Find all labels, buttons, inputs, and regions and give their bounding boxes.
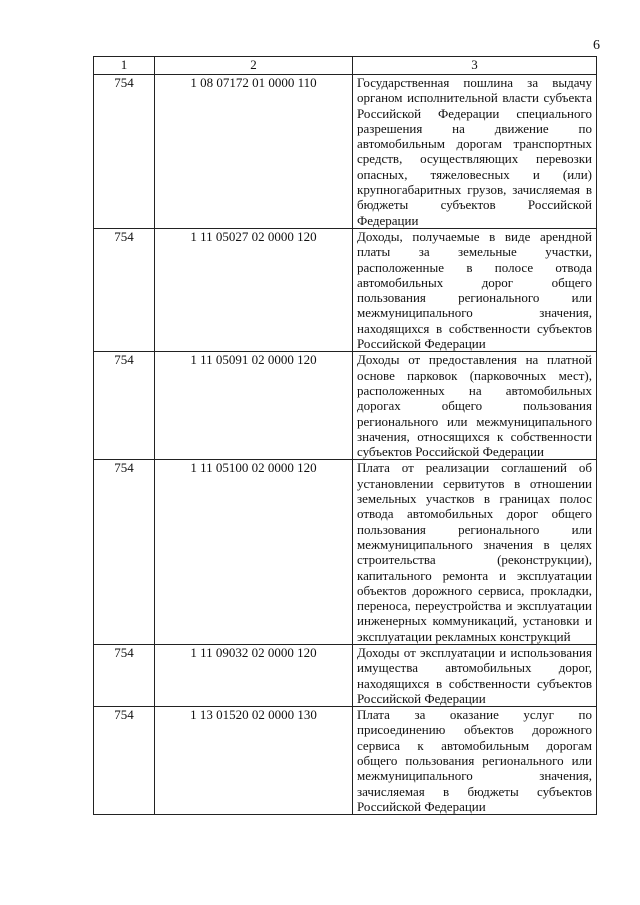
administrator-code-cell: 754: [94, 460, 155, 645]
column-header-3: 3: [353, 57, 597, 75]
revenue-code-cell: 1 11 05027 02 0000 120: [155, 228, 353, 351]
revenue-description-cell: Доходы от предоставления на платной основе парковок (парковочных мест), расположенных на автомобильных дорогах общего пользования регионального или межмуниципального значения, относящихся к собственности субъектов Российской Федерации: [353, 352, 597, 460]
table-row: [94, 460, 597, 645]
table-row: [94, 75, 597, 229]
revenue-description-cell: Плата за оказание услуг по присоединению объектов дорожного сервиса к автомобильным дорогам общего пользования регионального или межмуниципального значения, зачисляемая в бюджеты субъектов Российской Федерации: [353, 707, 597, 815]
revenue-codes-table: [93, 56, 597, 815]
table-row: [94, 707, 597, 815]
revenue-code-cell: 1 08 07172 01 0000 110: [155, 75, 353, 229]
column-header-2: 2: [155, 57, 353, 75]
revenue-description-cell: Государственная пошлина за выдачу органом исполнительной власти субъекта Российской Федерации специального разрешения на движение по автомобильным дорогам транспортных средств, осуществляющих перевозки опасных, тяжеловесных и (или) крупногабаритных грузов, зачисляемая в бюджеты субъектов Российской Федерации: [353, 75, 597, 229]
administrator-code-cell: 754: [94, 707, 155, 815]
revenue-code-cell: 1 13 01520 02 0000 130: [155, 707, 353, 815]
revenue-description-cell: Доходы, получаемые в виде арендной платы за земельные участки, расположенные в полосе отвода автомобильных дорог общего пользования регионального или межмуниципального значения, находящихся в собственности субъектов Российской Федерации: [353, 228, 597, 351]
table-header-row: [94, 57, 597, 75]
page-number: 6: [593, 38, 600, 53]
revenue-code-cell: 1 11 09032 02 0000 120: [155, 644, 353, 706]
column-header-1: 1: [94, 57, 155, 75]
table-row: [94, 352, 597, 460]
administrator-code-cell: 754: [94, 352, 155, 460]
administrator-code-cell: 754: [94, 228, 155, 351]
revenue-description-cell: Плата от реализации соглашений об установлении сервитутов в отношении земельных участков в границах полос отвода автомобильных дорог общего пользования регионального или межмуниципального значения в целях строительства (реконструкции), капитального ремонта и эксплуатации объектов дорожного сервиса, прокладки, переноса, переустройства и эксплуатации инженерных коммуникаций, установки и эксплуатации рекламных конструкций: [353, 460, 597, 645]
revenue-code-cell: 1 11 05100 02 0000 120: [155, 460, 353, 645]
table-row: [94, 228, 597, 351]
table-row: [94, 644, 597, 706]
administrator-code-cell: 754: [94, 644, 155, 706]
revenue-description-cell: Доходы от эксплуатации и использования имущества автомобильных дорог, находящихся в собственности субъектов Российской Федерации: [353, 644, 597, 706]
revenue-code-cell: 1 11 05091 02 0000 120: [155, 352, 353, 460]
administrator-code-cell: 754: [94, 75, 155, 229]
